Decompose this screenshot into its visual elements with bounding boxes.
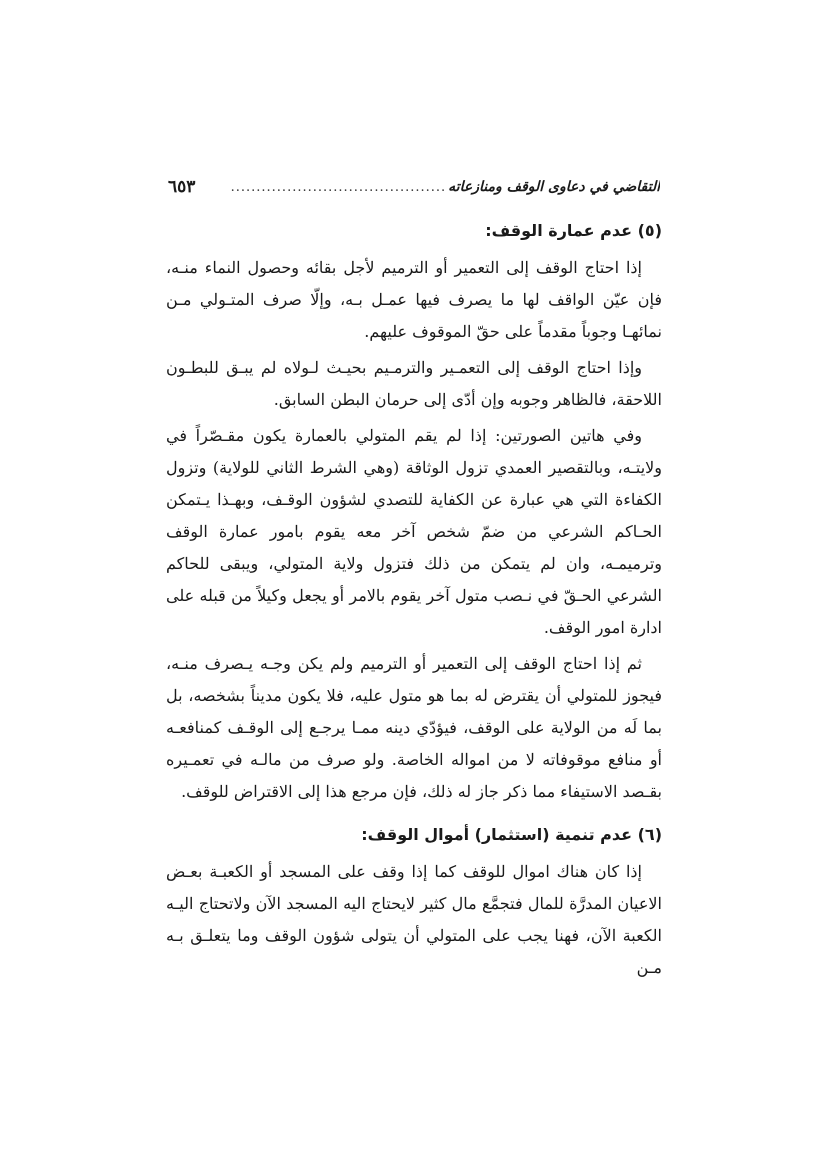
header-title: التقاضي في دعاوى الوقف ومنازعاته xyxy=(448,179,660,195)
header-leader-dots: .......................................... xyxy=(230,179,447,195)
section-waqf-investment xyxy=(166,818,662,984)
section-heading: (٥) عدم عمارة الوقف: xyxy=(485,221,662,240)
paragraph: وإذا احتاج الوقف إلى التعمـير والترمـيم بحيـث لـولاه لم يبـق للبطـون اللاحقة، فالظاهر وجوبه وإن أدّى إلى حرمان البطن السابق. xyxy=(166,358,662,409)
running-header xyxy=(168,172,660,202)
paragraph: إذا كان هناك اموال للوقف كما إذا وقف على المسجد أو الكعبـة بعـض الاعيان المدرَّة للمال فتجمَّع مال كثير لايحتاج اليه المسجد الآن ولاتحتاج اليـه الكعبة الآن، فهنا يجب على المتولي أن يتولى شؤون الوقف وما يتعلـق بـه مـن xyxy=(166,862,663,977)
page-number: ٦٥٣ xyxy=(168,177,196,197)
paragraph: وفي هاتين الصورتين: إذا لم يقم المتولي بالعمارة يكون مقـصّراً في ولايتـه، وبالتقصير العمدي تزول الوثاقة (وهي الشرط الثاني للولاية) وتزول الكفاءة التي هي عبارة عن الكفاية للتصدي لشؤون الوقـف، وبهـذا يـتمكن الحـاكم الشرعي من ضمّ شخص آخر معه يقوم بامور عمارة الوقف وترميمـه، وان لم يتمكن من ذلك فتزول ولاية المتولي، ويبقى للحاكم الشرعي الحـقّ في نـصب متول آخر يقوم بالامر أو يجعل وكيلاً من قبله على ادارة امور الوقف. xyxy=(166,426,662,637)
paragraph: إذا احتاج الوقف إلى التعمير أو الترميم لأجل بقائه وحصول النماء منـه، فإن عيّن الواقف لها ما يصرف فيها عمـل بـه، وإلّا صرف المتـولي مـن نمائهـا وجوباً مقدماً على حقّ الموقوف عليهم. xyxy=(166,258,662,341)
page-body xyxy=(166,214,662,988)
section-heading: (٦) عدم تنمية (استثمار) أموال الوقف: xyxy=(361,825,662,844)
section-waqf-maintenance xyxy=(166,214,662,808)
paragraph: ثم إذا احتاج الوقف إلى التعمير أو الترميم ولم يكن وجـه يـصرف منـه، فيجوز للمتولي أن يقترض له بما هو متول عليه، فلا يكون مديناً بشخصه، بل بما لَه من الولاية على الوقف، فيؤدّي دينه ممـا يرجـع إلى الوقـف كمنافعـه أو منافع موقوفاته لا من امواله الخاصة. ولو صرف من مالـه في تعمـيره بقـصد الاستيفاء مما ذكر جاز له ذلك، فإن مرجع هذا إلى الاقتراض للوقف. xyxy=(166,654,662,801)
